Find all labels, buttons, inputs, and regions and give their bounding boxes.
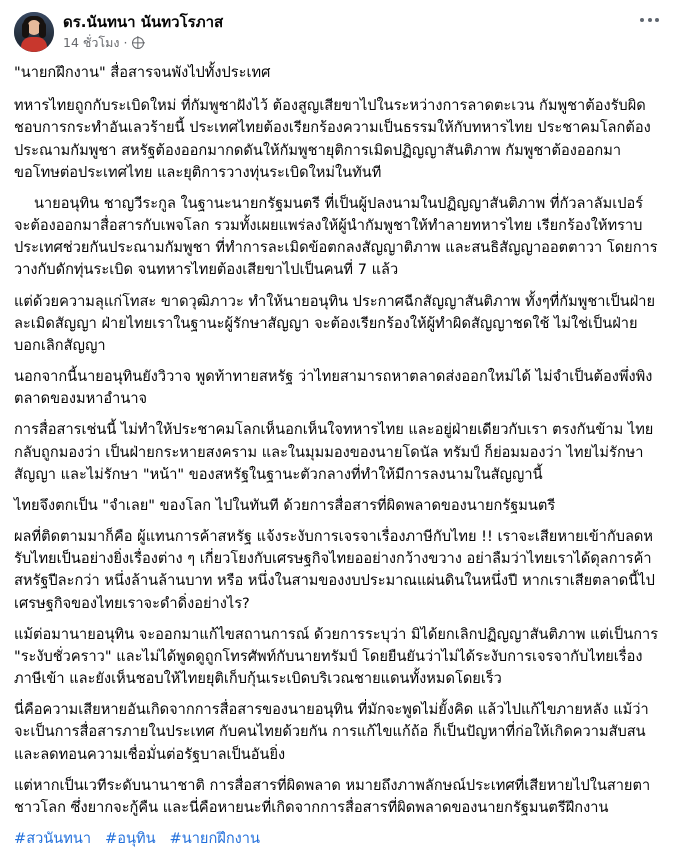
post-paragraph-10: แต่หากเป็นเวทีระดับนานาชาติ การสื่อสารที่ผิดพลาด หมายถึงภาพลักษณ์ประเทศที่เสียหายไปในสายตาชาวโลก ซึ่งยากจะกู้คืน และนี่คือหายนะที่เกิดจากการสื่อสารที่ผิดพลาดของนายกรัฐมนตรีฝึกงาน (14, 776, 651, 816)
post-paragraph-8: แม้ต่อมานายอนุทิน จะออกมาแก้ไขสถานการณ์ ด้วยการระบุว่า มิได้ยกเลิกปฏิญญาสันติภาพ แต่เป็นการ "ระงับชั่วคราว" และไม่ได้พูดดูถูกโทรศัพท์กับนายทรัมป์ โดยยืนยันว่าไม่ได้ระงับการเจรจากับไทยเรื่องภาษีเข้า และยังเห็นชอบให้ไทยยุติเก็บกุ้นเระเบิดบริเวณชายแดนทั้งหมดโดยเร็ว (14, 625, 659, 688)
hashtag-3[interactable]: #นายกฝึกงาน (169, 830, 260, 848)
hashtag-1[interactable]: #สวนันทนา (14, 830, 92, 848)
dot-3 (655, 18, 659, 22)
post-paragraph-title: "นายกฝึกงาน" สื่อสารจนพังไปทั้งประเทศ (14, 64, 271, 81)
avatar-body (21, 37, 47, 52)
meta-separator: · (123, 35, 128, 50)
avatar-hair-right (39, 22, 46, 38)
post-paragraph-3: แต่ด้วยความลุแก่โทสะ ขาดวุฒิภาวะ ทำให้นายอนุทิน ประกาศฉีกสัญญาสันติภาพ ทั้งๆที่กัมพูชาเป็นฝ่ายละเมิดสัญญา ฝ่ายไทยเราในฐานะผู้รักษาสัญญา จะต้องเรียกร้องให้ผู้ทำผิดสัญญาชดใช้ ไม่ใช่เป็นฝ่ายบอกเลิกสัญญา (14, 292, 655, 354)
avatar-hair-left (22, 22, 29, 38)
dot-1 (640, 18, 644, 22)
post-paragraph-1: ทหารไทยถูกกับระเบิดใหม่ ที่กัมพูชาฝังไว้ ต้องสูญเสียขาไปในระหว่างการลาดตะเวน กัมพูชาต้องรับผิดชอบการกระทำอันเลวร้ายนี้ ประเทศไทยต้องเรียกร้องความเป็นธรรมให้กับทหารไทย ประชาคมโลกต้องประณามกัมพูชา สหรัฐต้องออกมากดดันให้กัมพูชายุติการเมิดปฏิญญาสันติภาพ กัมพูชาต้องออกมาขอโทษต่อประเทศไทย และยุติการวางทุ่นระเบิดใหม่ในทันที (14, 97, 651, 181)
post-paragraph-6: ไทยจึงตกเป็น "จำเลย" ของโลก ไปในทันที ด้วยการสื่อสารที่ผิดพลาดของนายกรัฐมนตรี (14, 496, 556, 514)
avatar[interactable] (14, 12, 54, 52)
hashtag-2[interactable]: #อนุทิน (105, 830, 156, 848)
author-name[interactable]: ดร.นันทนา นันทวโรภาส (63, 13, 224, 31)
post-paragraph-5: การสื่อสารเช่นนี้ ไม่ทำให้ประชาคมโลกเห็นอกเห็นใจทหารไทย และอยู่ฝ่ายเดียวกับเรา ตรงกันข้าม ไทยกลับถูกมองว่า เป็นฝ่ายกระหายสงคราม และในมุมมองของนายโดนัล ทรัมป์ ก็ย่อมมองว่า ไทยไม่รักษาสัญญา และไม่รักษา "หน้า" ของสหรัฐในฐานะตัวกลางที่ทำให้มีการลงนามในสัญญานี้ (14, 421, 654, 483)
post-paragraph-7: ผลที่ติดตามมาก็คือ ผู้แทนการค้าสหรัฐ แจ้งระงับการเจรจาเรื่องภาษีกับไทย !! เราจะเสียหายเข้ากับลดหรับไทยเป็นอย่างยิ่งเรื่องต่าง ๆ เกี่ยวโยงกับเศรษฐกิจไทยออย่างกว้างขวาง อย่าลืมว่าไทยเราได้ดุลการค้าสหรัฐปีละกว่า หนึ่งล้านล้านบาท หรือ หนึ่งในสามของงบประมาณแผ่นดินในหนึ่งปี หากเราเสียตลาดนี้ไป เศรษฐกิจของไทยเราจะดำดิ่งอย่างไร? (14, 528, 655, 612)
globe-icon (132, 37, 144, 49)
more-options-icon[interactable] (640, 18, 659, 22)
post-body (0, 58, 675, 860)
hashtag-space-2 (160, 830, 165, 847)
post-meta (63, 34, 223, 51)
hashtag-list (14, 828, 661, 850)
post-paragraph-2: นายอนุทิน ชาญวีระกูล ในฐานะนายกรัฐมนตรี ที่เป็นผู้ปลงนามในปฏิญญาสันติภาพ ที่กัวลาลัมเปอร์ จะต้องออกมาสื่อสารกับเพจโลก รวมทั้งเผยแพร่ลงให้ผู้นำกัมพูชาให้ทำลายทหารไทย เรียกร้องให้ทราบประเทศช่วยกันประณามกัมพูชา ที่ทำการละเมิดข้อตกลงสัญญาติภาพ และสนธิสัญญาออตตาวา โดยการวางกับดักทุ่นระเบิด จนทหารไทยต้องเสียขาไปเป็นคนที่ 7 แล้ว (14, 194, 658, 279)
post-timestamp[interactable]: 14 ชั่วโมง (63, 35, 120, 50)
post-header-text (63, 12, 223, 51)
dot-2 (648, 18, 652, 22)
post-paragraph-4: นอกจากนี้นายอนุทินยังวิวาจ พูดท้าทายสหรัฐ ว่าไทยสามารถหาตลาดส่งออกใหม่ได้ ไม่จำเป็นต้องพึ่งพิงตลาดของมหาอำนาจ (14, 368, 653, 408)
hashtag-space-1 (96, 830, 101, 847)
post-header (0, 0, 675, 58)
post-paragraph-9: นี่คือความเสียหายอันเกิดจากการสื่อสารของนายอนุทิน ที่มักจะพูดไม่ยั้งคิด แล้วไปแก้ไขภายหลัง แม้ว่าจะเป็นการสื่อสารภายในประเทศ กับคนไทยด้วยกัน การแก้ไขแก้ถ้อ ก็เป็นปัญหาที่ก่อให้เกิดความสับสน และลดทอนความเชื่อมั่นต่อรัฐบาลเป็นอันยิ่ง (14, 701, 649, 763)
